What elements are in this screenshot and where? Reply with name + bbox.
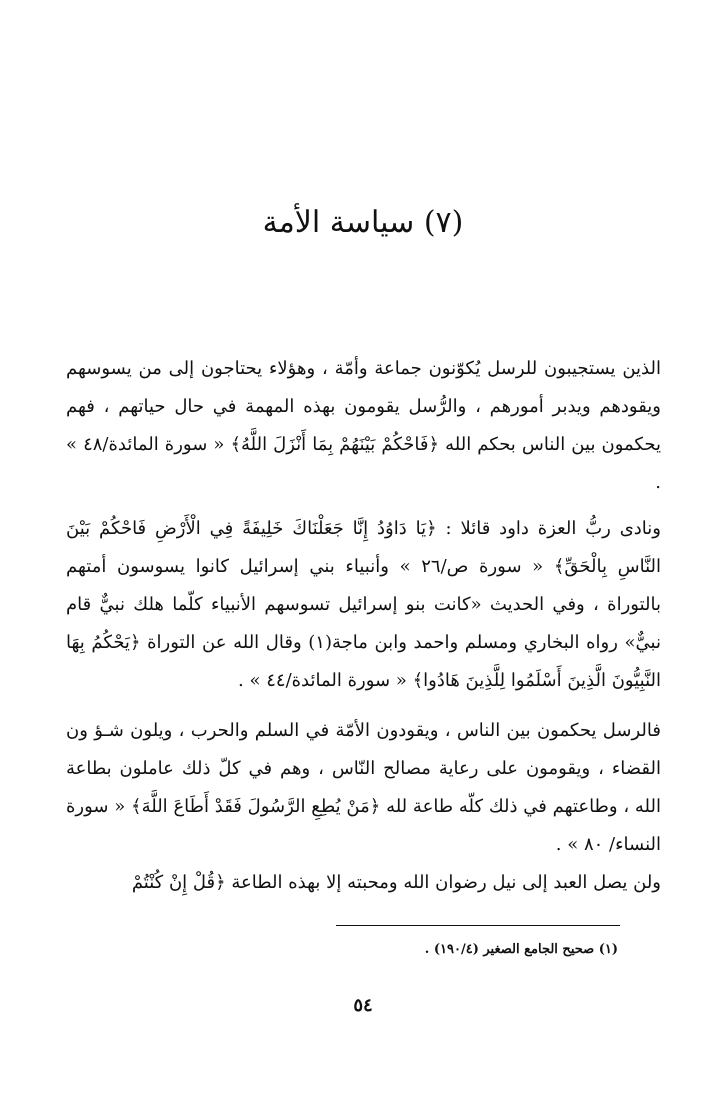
page-title: (٧) سياسة الأمة bbox=[262, 205, 464, 240]
paragraph-text: ولن يصل العبد إلى نيل رضوان الله ومحبته إلا بهذه الطاعة ﴿قُلْ إِنْ كُنْتُمْ bbox=[131, 872, 661, 893]
paragraph-text: ونادى ربُّ العزة داود قائلا : ﴿يَا دَاوُدُ إِنَّا جَعَلْنَاكَ خَلِيفَةً فِي الْأَرْضِ فَاحْكُمْ بَيْنَ النَّاسِ بِالْحَقِّ﴾ « سورة ص/٢٦ » وأنبياء بني إسرائيل كانوا يسوسون أمتهم بالتوراة ، وفي الحديث «كانت بنو إسرائيل تسوسهم الأنبياء كلّما هلك نبيٌّ قام نبيٌّ» رواه البخاري ومسلم واحمد وابن ماجة(١) وقال الله عن التوراة ﴿يَحْكُمُ بِهَا النَّبِيُّونَ الَّذِينَ أَسْلَمُوا لِلَّذِينَ هَادُوا﴾ « سورة المائدة/٤٤ » . bbox=[66, 518, 661, 691]
footnote: (١) صحيح الجامع الصغير (١٩٠/٤) . bbox=[424, 942, 618, 957]
paragraph-1 bbox=[66, 350, 661, 502]
footnote-divider bbox=[336, 925, 620, 926]
paragraph-2 bbox=[66, 510, 661, 700]
paragraph-3 bbox=[66, 712, 661, 864]
paragraph-4 bbox=[66, 864, 661, 902]
page-number: ٥٤ bbox=[353, 995, 373, 1016]
paragraph-text: فالرسل يحكمون بين الناس ، ويقودون الأمّة في السلم والحرب ، ويلون شـؤ ون القضاء ، ويقومون على رعاية مصالح النّاس ، وهم في كلّ ذلك عاملون بطاعة الله ، وطاعتهم في ذلك كلّه طاعة لله ﴿مَنْ يُطِعِ الرَّسُولَ فَقَدْ أَطَاعَ اللَّهَ﴾ « سورة النساء/ ٨٠ » . bbox=[66, 720, 661, 855]
paragraph-text: الذين يستجيبون للرسل يُكوّنون جماعة وأمّة ، وهؤلاء يحتاجون إلى من يسوسهم ويقودهم ويدبر أمورهم ، والرُّسل يقومون بهذه المهمة في حال حياتهم ، فهم يحكمون بين الناس بحكم الله ﴿فَاحْكُمْ بَيْنَهُمْ بِمَا أَنْزَلَ اللَّهُ﴾ « سورة المائدة/٤٨ » . bbox=[66, 358, 662, 493]
